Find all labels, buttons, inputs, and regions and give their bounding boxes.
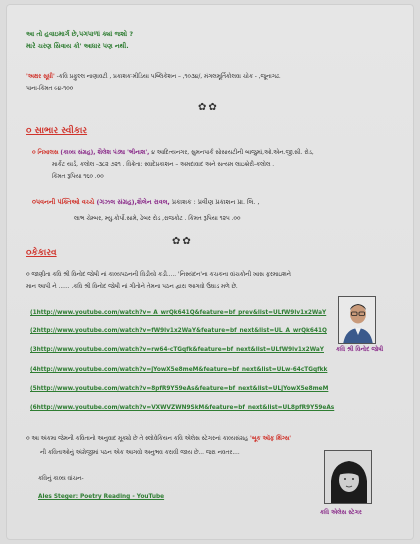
ack-item-1-line-3: કિંમત રૂપિયા ૧૬૦ .૦૦ xyxy=(52,174,104,180)
video-link-2[interactable]: (2http://www.youtube.com/watch?v=fW9lv1x2WaY&feature=bf_next&list=UL_A_wrQk641Q xyxy=(30,328,327,334)
ornament-divider: ✿✿ xyxy=(198,102,219,113)
ack-item-2-publisher: પ્રકાશક : પ્રવીણ પ્રકાશન પ્રા. લિ. , xyxy=(169,198,260,206)
kekarav-para-line-1: ૦ જાણીતા કવિ શ્રી વિનોદ જોષી નાં કાવ્યપઠનની વિડીયો કડી..... 'નિસ્યંદન'ના કચકના વાંચકોની ખાસ ફરમાઇશને xyxy=(26,272,291,278)
ales-para-text: ૦ આ અંકમા જેમની કવિતાનો અનુવાદ મૂક્યો છે તે સ્લોવેકિયન કવિ એલેસ સ્ટેગરનાં કાવ્યસંગ્રહ xyxy=(26,436,250,442)
ack-item-1-author: (કાવ્ય સંગ્રહ), શૈલેશ પંડ્યા 'ભીનાશ', xyxy=(58,150,150,156)
book-details: -કવિ પ્રફુલ્લ નાણાવટી , પ્રકાશકઃમીડિયા પબ્લિકેશન – ,૧૦૩૪/, મંગલમૂર્તિકોલવા ચોક - ,જૂનાગઢ. xyxy=(54,74,281,80)
ales-youtube-link[interactable]: Ales Steger: Poetry Reading - YouTube xyxy=(38,494,165,500)
book-note-line-1 xyxy=(26,74,281,81)
poet-ales-steger-caption: કવિ એલેસ સ્ટેગર xyxy=(320,510,362,516)
video-link-1[interactable]: (1http://www.youtube.com/watch?v= A_wrQk641Q&feature=bf_prev&list=ULfW9lv1x2WaY xyxy=(30,310,327,316)
kekarav-heading: ૦કેકારવ xyxy=(26,248,57,258)
ack-item-1-address: ૪ આદિત્યનગર, સુમનપાર્ક સોસાયટીની બાજુમાં,ઓ.એન.જી.સી. રોડ, xyxy=(149,150,314,156)
video-link-3[interactable]: (3http://www.youtube.com/watch?v=rw64-cTGqfk&feature=bf_next&list=ULfW9lv1x2WaY xyxy=(30,347,324,353)
page xyxy=(6,4,414,540)
ales-book-title: 'બૂક ઑફ થિંગ્સ' xyxy=(250,436,292,442)
ornament-divider-2: ✿✿ xyxy=(172,236,193,247)
video-link-4[interactable]: (4http://www.youtube.com/watch?v=jYowX5e8meM&feature=bf_next&list=ULw-64cTGqfkk xyxy=(30,367,328,373)
intro-line-1: આ તો હવાઇમાર્ગ છે,પગપાળાં ક્યાં જશો ? xyxy=(26,30,134,38)
ack-item-1-title: ૦ નિખાલસ xyxy=(32,150,59,156)
kekarav-para-line-2: માન આપી ને ...... .કવિ શ્રી વિનોદ જોષી નાં ગીતોને તેમના પઠન દ્વારા આગવો ઉઘાડ મળે છે. xyxy=(26,284,238,290)
poet-vinod-joshi-photo xyxy=(338,296,376,344)
ack-item-1-line-2: માર્કેટ યાર્ડ, કલોલ -૩૮૨ ૭૨૧ . વિક્રેતા: સ્વાદેપ્રકાશન – અમદાવાદ અને સત્યમ લાઇબ્રેરી-કલોલ . xyxy=(52,162,275,168)
ack-item-2-line-1 xyxy=(32,198,259,207)
poet-ales-steger-photo xyxy=(324,450,372,504)
ack-item-1-line-1 xyxy=(32,150,314,157)
video-link-6[interactable]: (6http://www.youtube.com/watch?v=VXWVZWN9SkM&feature=bf_next&list=UL8pfR9Y59eAs xyxy=(30,405,335,411)
ales-para-line-2: ની કવિતાઓનું અંગ્રેજીમાં પઠન એક આગવો અનુભવ કરાવી જાય છે... જરા નવતર.... xyxy=(40,450,240,456)
intro-line-2: મારે ચરણ સિવાય કો' આધાર પણ નથી. xyxy=(26,42,129,50)
poet-vinod-joshi-caption: કવિ શ્રી વિનોદ જોષી xyxy=(336,347,384,353)
book-title: 'અક્ષર સૂધી' xyxy=(26,74,55,80)
ack-item-2-title: ૦પવનની પંક્તિઓ વચ્ચે xyxy=(32,198,95,206)
video-link-5[interactable]: (5http://www.youtube.com/watch?v=8pfR9Y59eAs&feature=bf_next&list=ULjYowX5e8meM xyxy=(30,386,329,392)
ack-item-2-line-2: લાભ ચેમ્બર, મ્યુ.કોર્પો.સામે, ઢેબર રોડ ,રાજકોટ . કિંમત રૂપિયા ૧૨૫ .૦૦ xyxy=(74,216,241,222)
book-note-line-2: પાના-કિંમત ૯૪-૧૦૦ xyxy=(26,86,74,92)
ales-para-line-1 xyxy=(26,436,291,443)
ales-listen-label: કવિનું કાવ્ય વાંચન- xyxy=(38,476,84,482)
ack-item-2-author: (ગઝલ સંગ્રહ),શૈલેન રાવલ, xyxy=(94,198,170,206)
acknowledgement-heading: ૦ સાભાર સ્વીકાર xyxy=(26,126,88,136)
